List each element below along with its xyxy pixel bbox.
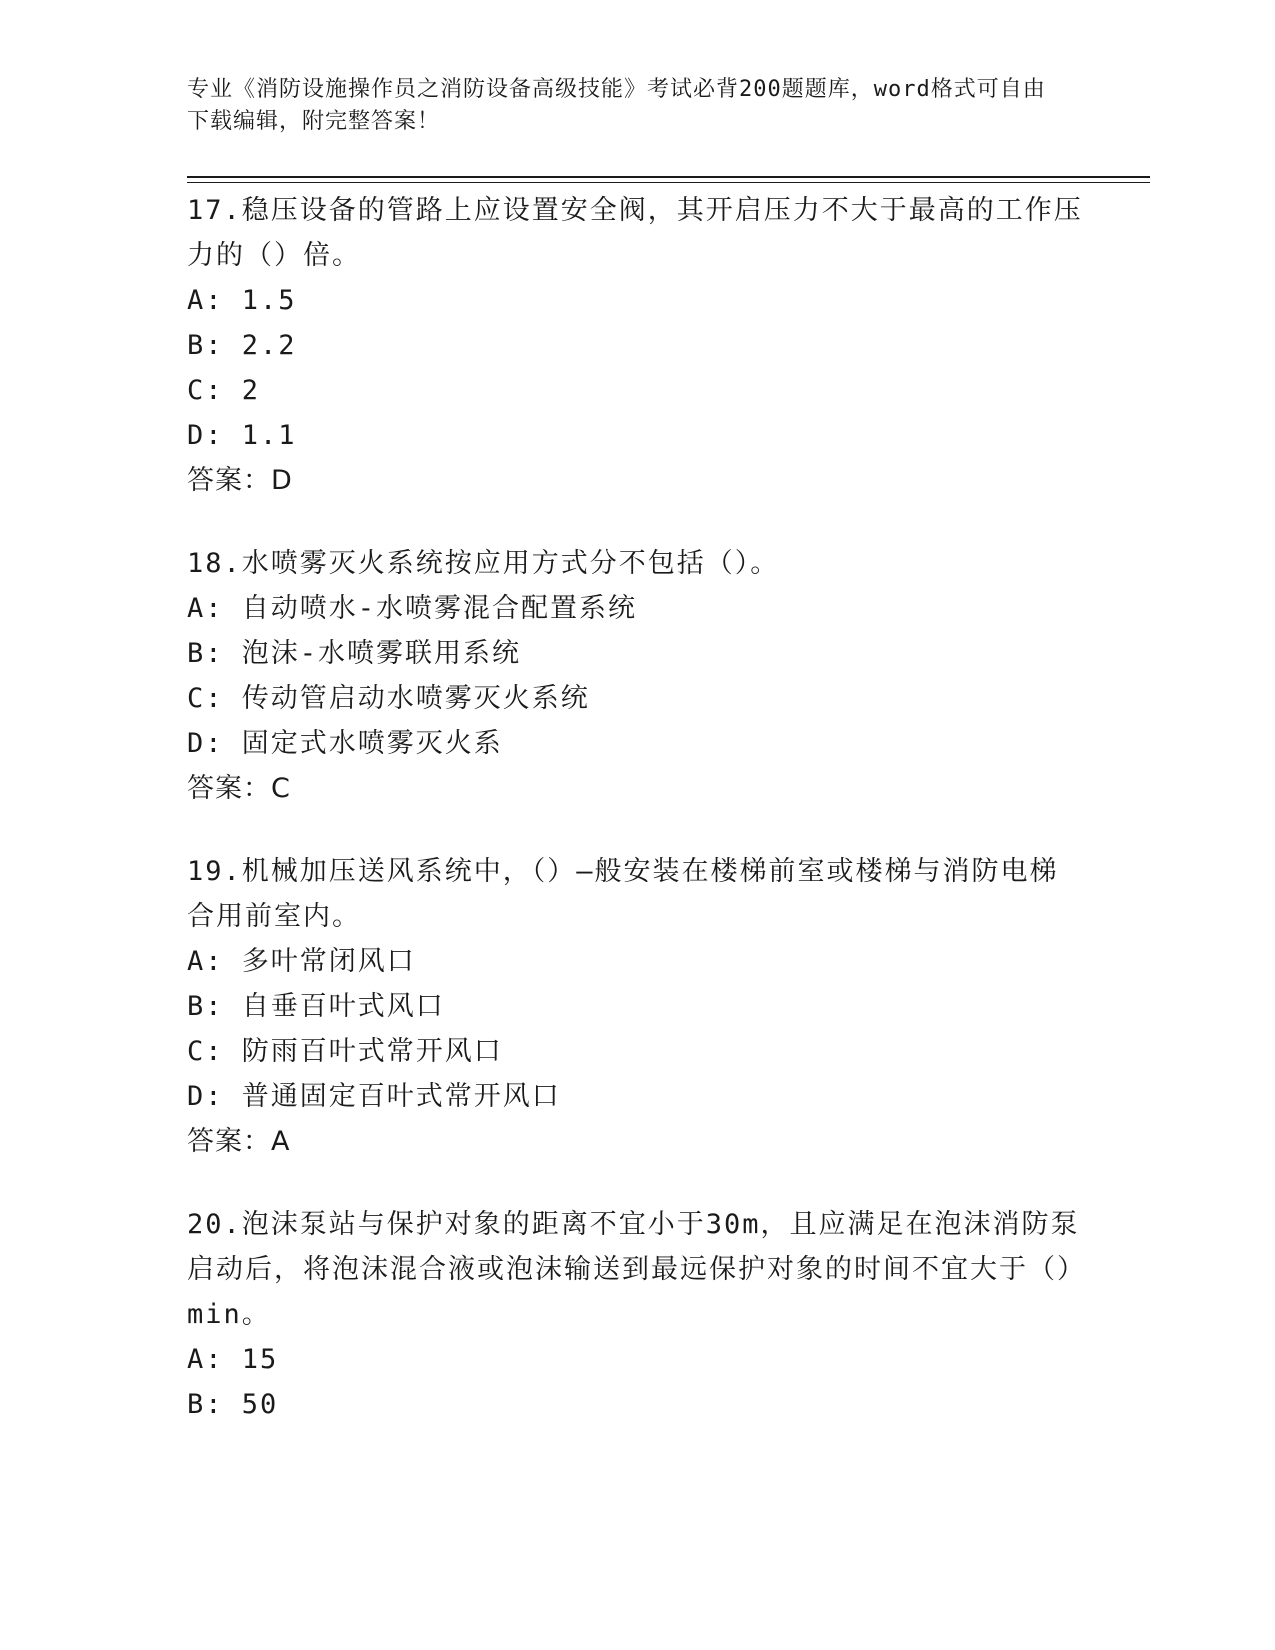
option-c: C: 防雨百叶式常开风口 (187, 1036, 503, 1067)
question-stem: 17.稳压设备的管路上应设置安全阀，其开启压力不大于最高的工作压力的（）倍。 (187, 195, 1083, 271)
option-a: A: 15 (187, 1344, 279, 1375)
question-20 (187, 1202, 1087, 1427)
question-17 (187, 188, 1087, 503)
option-b: B: 泡沫-水喷雾联用系统 (187, 638, 522, 669)
question-stem: 20.泡沫泵站与保护对象的距离不宜小于30m，且应满足在泡沫消防泵启动后，将泡沫混合液或泡沫输送到最远保护对象的时间不宜大于（）min。 (187, 1209, 1086, 1330)
option-c: C: 2 (187, 375, 261, 406)
answer-line: 答案：C (187, 773, 291, 804)
option-a: A: 自动喷水-水喷雾混合配置系统 (187, 593, 638, 624)
option-b: B: 50 (187, 1389, 279, 1420)
option-a: A: 1.5 (187, 285, 297, 316)
question-stem: 18.水喷雾灭火系统按应用方式分不包括（）。 (187, 548, 780, 579)
question-18 (187, 541, 1087, 811)
answer-line: 答案：D (187, 465, 293, 496)
document-header: 专业《消防设施操作员之消防设备高级技能》考试必背200题题库，word格式可自由下载编辑，附完整答案！ (187, 77, 1046, 134)
option-b: B: 2.2 (187, 330, 297, 361)
header-divider-thin (187, 182, 1150, 183)
option-d: D: 1.1 (187, 420, 297, 451)
question-19 (187, 849, 1087, 1164)
option-a: A: 多叶常闭风口 (187, 946, 416, 977)
option-d: D: 普通固定百叶式常开风口 (187, 1081, 561, 1112)
answer-line: 答案：A (187, 1126, 291, 1157)
option-b: B: 自垂百叶式风口 (187, 991, 445, 1022)
question-list (187, 188, 1087, 1465)
question-stem: 19.机械加压送风系统中，（）—般安装在楼梯前室或楼梯与消防电梯合用前室内。 (187, 856, 1059, 932)
option-d: D: 固定式水喷雾灭火系 (187, 728, 503, 759)
option-c: C: 传动管启动水喷雾灭火系统 (187, 683, 590, 714)
header-divider-thick (187, 176, 1150, 178)
